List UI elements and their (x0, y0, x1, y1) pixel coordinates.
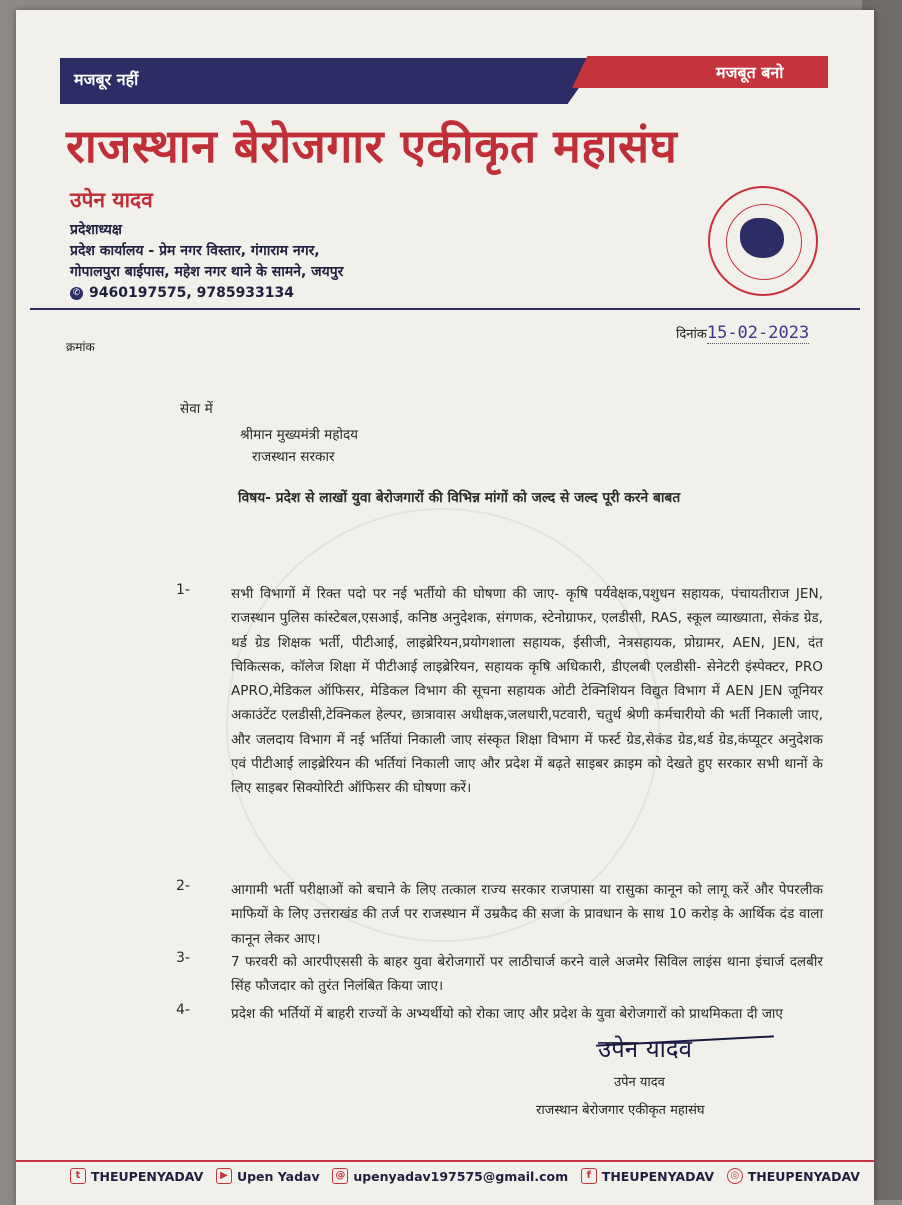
header-band-right (572, 56, 828, 88)
email-icon: @ (332, 1168, 348, 1184)
instagram-handle: THEUPENYADAV (747, 1168, 860, 1184)
point-number: 3- (176, 950, 190, 966)
reference-number-label: क्रमांक (66, 340, 95, 354)
facebook-contact[interactable] (581, 1168, 714, 1184)
instagram-icon: ◎ (727, 1168, 743, 1184)
instagram-contact[interactable] (727, 1168, 860, 1184)
date-label: दिनांक (676, 327, 707, 342)
point-number: 2- (176, 878, 190, 894)
signatory-org: राजस्थान बेरोजगार एकीकृत महासंघ (536, 1103, 705, 1118)
date-field (676, 323, 809, 343)
seal-emblem-icon (740, 218, 784, 258)
facebook-icon: f (581, 1168, 597, 1184)
youtube-icon: ▶ (216, 1168, 232, 1184)
salutation: सेवा में (180, 401, 213, 417)
header-divider (30, 308, 860, 310)
address-line-1: प्रदेश कार्यालय - प्रेम नगर विस्तार, गंगाराम नगर, (70, 243, 320, 259)
organization-seal-logo (708, 186, 818, 296)
twitter-icon: t (70, 1168, 86, 1184)
tagline-left: मजबूर नहीं (74, 70, 139, 89)
phone-numbers: 9460197575, 9785933134 (89, 285, 295, 301)
whatsapp-icon: ✆ (70, 287, 83, 300)
subject-line: विषय- प्रदेश से लाखों युवा बेरोजगारों की विभिन्न मांगों को जल्द से जल्द पूरी करने बाबत (238, 490, 681, 506)
phone-row (70, 283, 343, 304)
footer-divider (16, 1160, 874, 1162)
youtube-contact[interactable] (216, 1168, 320, 1184)
footer-contacts (70, 1168, 860, 1184)
email-contact[interactable] (332, 1168, 568, 1184)
header-band-left (60, 58, 600, 104)
address-line-2: गोपालपुरा बाईपास, महेश नगर थाने के सामने, जयपुर (70, 264, 344, 280)
tagline-right: मजबूत बनो (716, 63, 784, 82)
org-title: राजस्थान बेरोजगार एकीकृत महासंघ (66, 119, 678, 173)
point-number: 1- (176, 582, 190, 598)
letterhead-page (16, 10, 874, 1205)
email-address: upenyadav197575@gmail.com (353, 1168, 569, 1184)
point-text: सभी विभागों में रिक्त पदो पर नई भर्तीयो की घोषणा की जाए- कृषि पर्यवेक्षक,पशुधन सहायक, पंचायतीराज JEN, राजस्थान पुलिस कांस्टेबल,एसआई, कनिष्ठ अनुदेशक, संगणक, स्टेनोग्राफर, एलडीसी, RAS, स्कूल व्याख्याता, सेकंड ग्रेड, थर्ड ग्रेड शिक्षक भर्ती, पीटीआई, लाइब्रेरियन,प्रयोगशाला सहायक, ईसीजी, नेत्रसहायक, प्रोग्रामर, AEN, JEN, दंत चिकित्सक, कॉलेज शिक्षा में पीटीआई लाइब्रेरियन, सहायक कृषि अधिकारी, डीएलबी एलडीसी- सेनेटरी इंस्पेक्टर, PRO APRO,मेडिकल ऑफिसर, मेडिकल विभाग की सूचना सहायक ओटी टेक्निशियन विद्युत विभाग में AEN JEN जूनियर अकाउंटेंट एलडीसी,टेक्निकल हेल्पर, छात्रावास अधीक्षक,जलधारी,पटवारी, चतुर्थ श्रेणी कर्मचारीयो की भर्ती निकाली जाए, और जलदाय विभाग में नई भर्तियां निकाली जाए संस्कृत शिक्षा विभाग में फर्स्ट ग्रेड,सेकंड ग्रेड,थर्ड ग्रेड,कंप्यूटर अनुदेशक एवं पीटीआई लाइब्रेरियन की भर्तियां निकाली जाए और प्रदेश में बढ़ते साइबर क्राइम को देखते हुए सरकार सभी थानों के लिए साइबर सिक्योरिटी ऑफिसर की घोषणा करें। (231, 586, 823, 797)
twitter-contact[interactable] (70, 1168, 203, 1184)
recipient: श्रीमान मुख्यमंत्री महोदय (240, 427, 359, 443)
point-text: प्रदेश की भर्तियों में बाहरी राज्यों के अभ्यर्थीयो को रोका जाए और प्रदेश के युवा बेरोजगारों को प्राथमिकता दी जाए (231, 1006, 783, 1022)
youtube-channel: Upen Yadav (236, 1168, 320, 1184)
date-value: 15-02-2023 (706, 323, 810, 343)
facebook-handle: THEUPENYADAV (601, 1168, 715, 1184)
point-number: 4- (176, 1002, 190, 1018)
signatory-name: उपेन यादव (614, 1075, 665, 1090)
twitter-handle: THEUPENYADAV (91, 1168, 204, 1184)
leader-name: उपेन यादव (70, 188, 153, 212)
point-text: 7 फरवरी को आरपीएससी के बाहर युवा बेरोजगारों पर लाठीचार्ज करने वाले अजमेर सिविल लाइंस थाना इंचार्ज दलबीर सिंह फौजदार को तुरंत निलंबित किया जाए। (231, 954, 823, 995)
point-text: आगामी भर्ती परीक्षाओं को बचाने के लिए तत्काल राज्य सरकार राजपासा या रासुका कानून को लागू करें और पेपरलीक माफियों के लिए उत्तराखंड की तर्ज पर राजस्थान में उम्रकैद की सजा के प्रावधान के साथ 10 करोड़ के आर्थिक दंड वाला कानून लेकर आए। (231, 882, 823, 947)
designation: प्रदेशाध्यक्ष (70, 222, 122, 238)
recipient-org: राजस्थान सरकार (252, 449, 335, 465)
handwritten-signature: उपेन यादव (598, 1035, 692, 1063)
address-block (70, 220, 343, 304)
